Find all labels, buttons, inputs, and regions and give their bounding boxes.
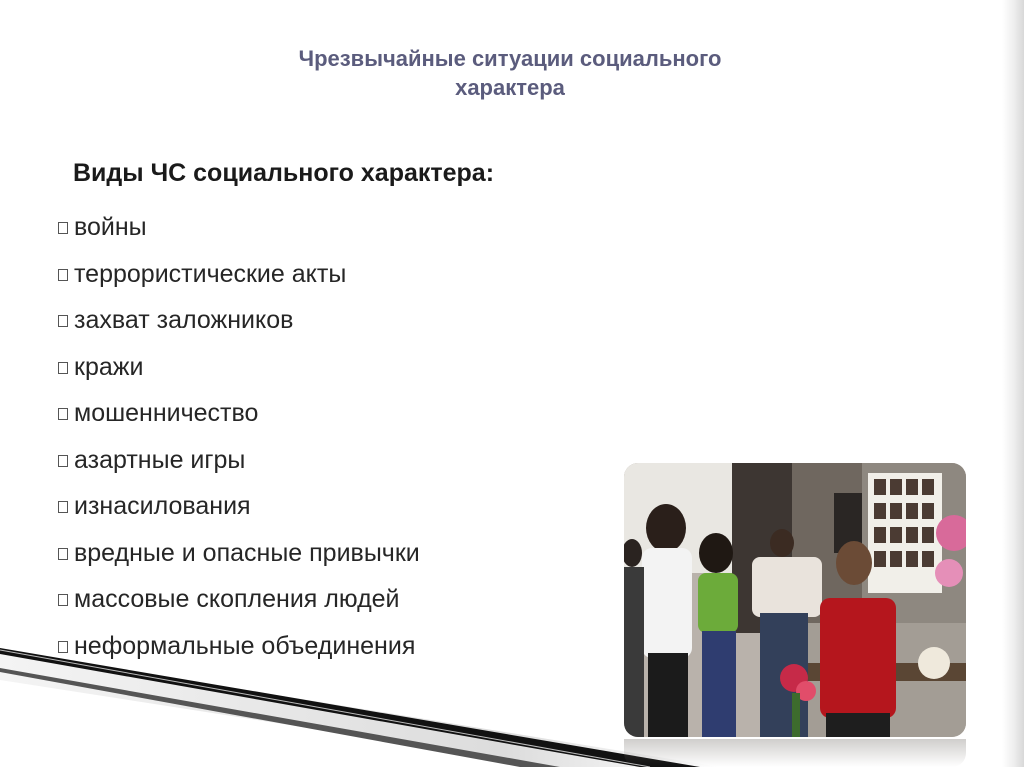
list-item-label: террористические акты xyxy=(74,259,347,288)
page-fold-edge xyxy=(1002,0,1024,767)
photo-illustration xyxy=(624,463,966,737)
list-item-label: изнасилования xyxy=(74,492,251,521)
bullet-box-icon xyxy=(58,548,68,560)
list-item xyxy=(58,437,420,484)
list-item xyxy=(58,576,420,623)
list-item-label: войны xyxy=(74,213,147,242)
bullet-box-icon xyxy=(58,222,68,234)
bullet-box-icon xyxy=(58,455,68,467)
list-item-label: захват заложников xyxy=(74,306,294,335)
list-item xyxy=(58,483,420,530)
bullet-box-icon xyxy=(58,315,68,327)
memorial-crowd-photo xyxy=(624,463,966,737)
section-heading: Виды ЧС социального характера: xyxy=(73,159,495,187)
photo-reflection xyxy=(624,739,966,767)
list-item-label: кражи xyxy=(74,352,144,381)
list-item-label: мошенничество xyxy=(74,399,259,428)
list-item xyxy=(58,251,420,298)
hazard-list xyxy=(58,204,420,669)
decorative-swoosh xyxy=(0,620,720,767)
bullet-box-icon xyxy=(58,501,68,513)
slide-title: Чрезвычайные ситуации социального характера xyxy=(298,46,722,100)
list-item xyxy=(58,530,420,577)
memorial-photo xyxy=(624,463,966,767)
bullet-box-icon xyxy=(58,594,68,606)
list-item-label: массовые скопления людей xyxy=(74,585,400,614)
bullet-box-icon xyxy=(58,408,68,420)
list-item-label: неформальные объединения xyxy=(74,631,416,660)
list-item xyxy=(58,344,420,391)
bullet-box-icon xyxy=(58,362,68,374)
list-item xyxy=(58,390,420,437)
bullet-box-icon xyxy=(58,269,68,281)
list-item xyxy=(58,204,420,251)
list-item xyxy=(58,297,420,344)
list-item-label: азартные игры xyxy=(74,445,246,474)
list-item-label: вредные и опасные привычки xyxy=(74,538,420,567)
